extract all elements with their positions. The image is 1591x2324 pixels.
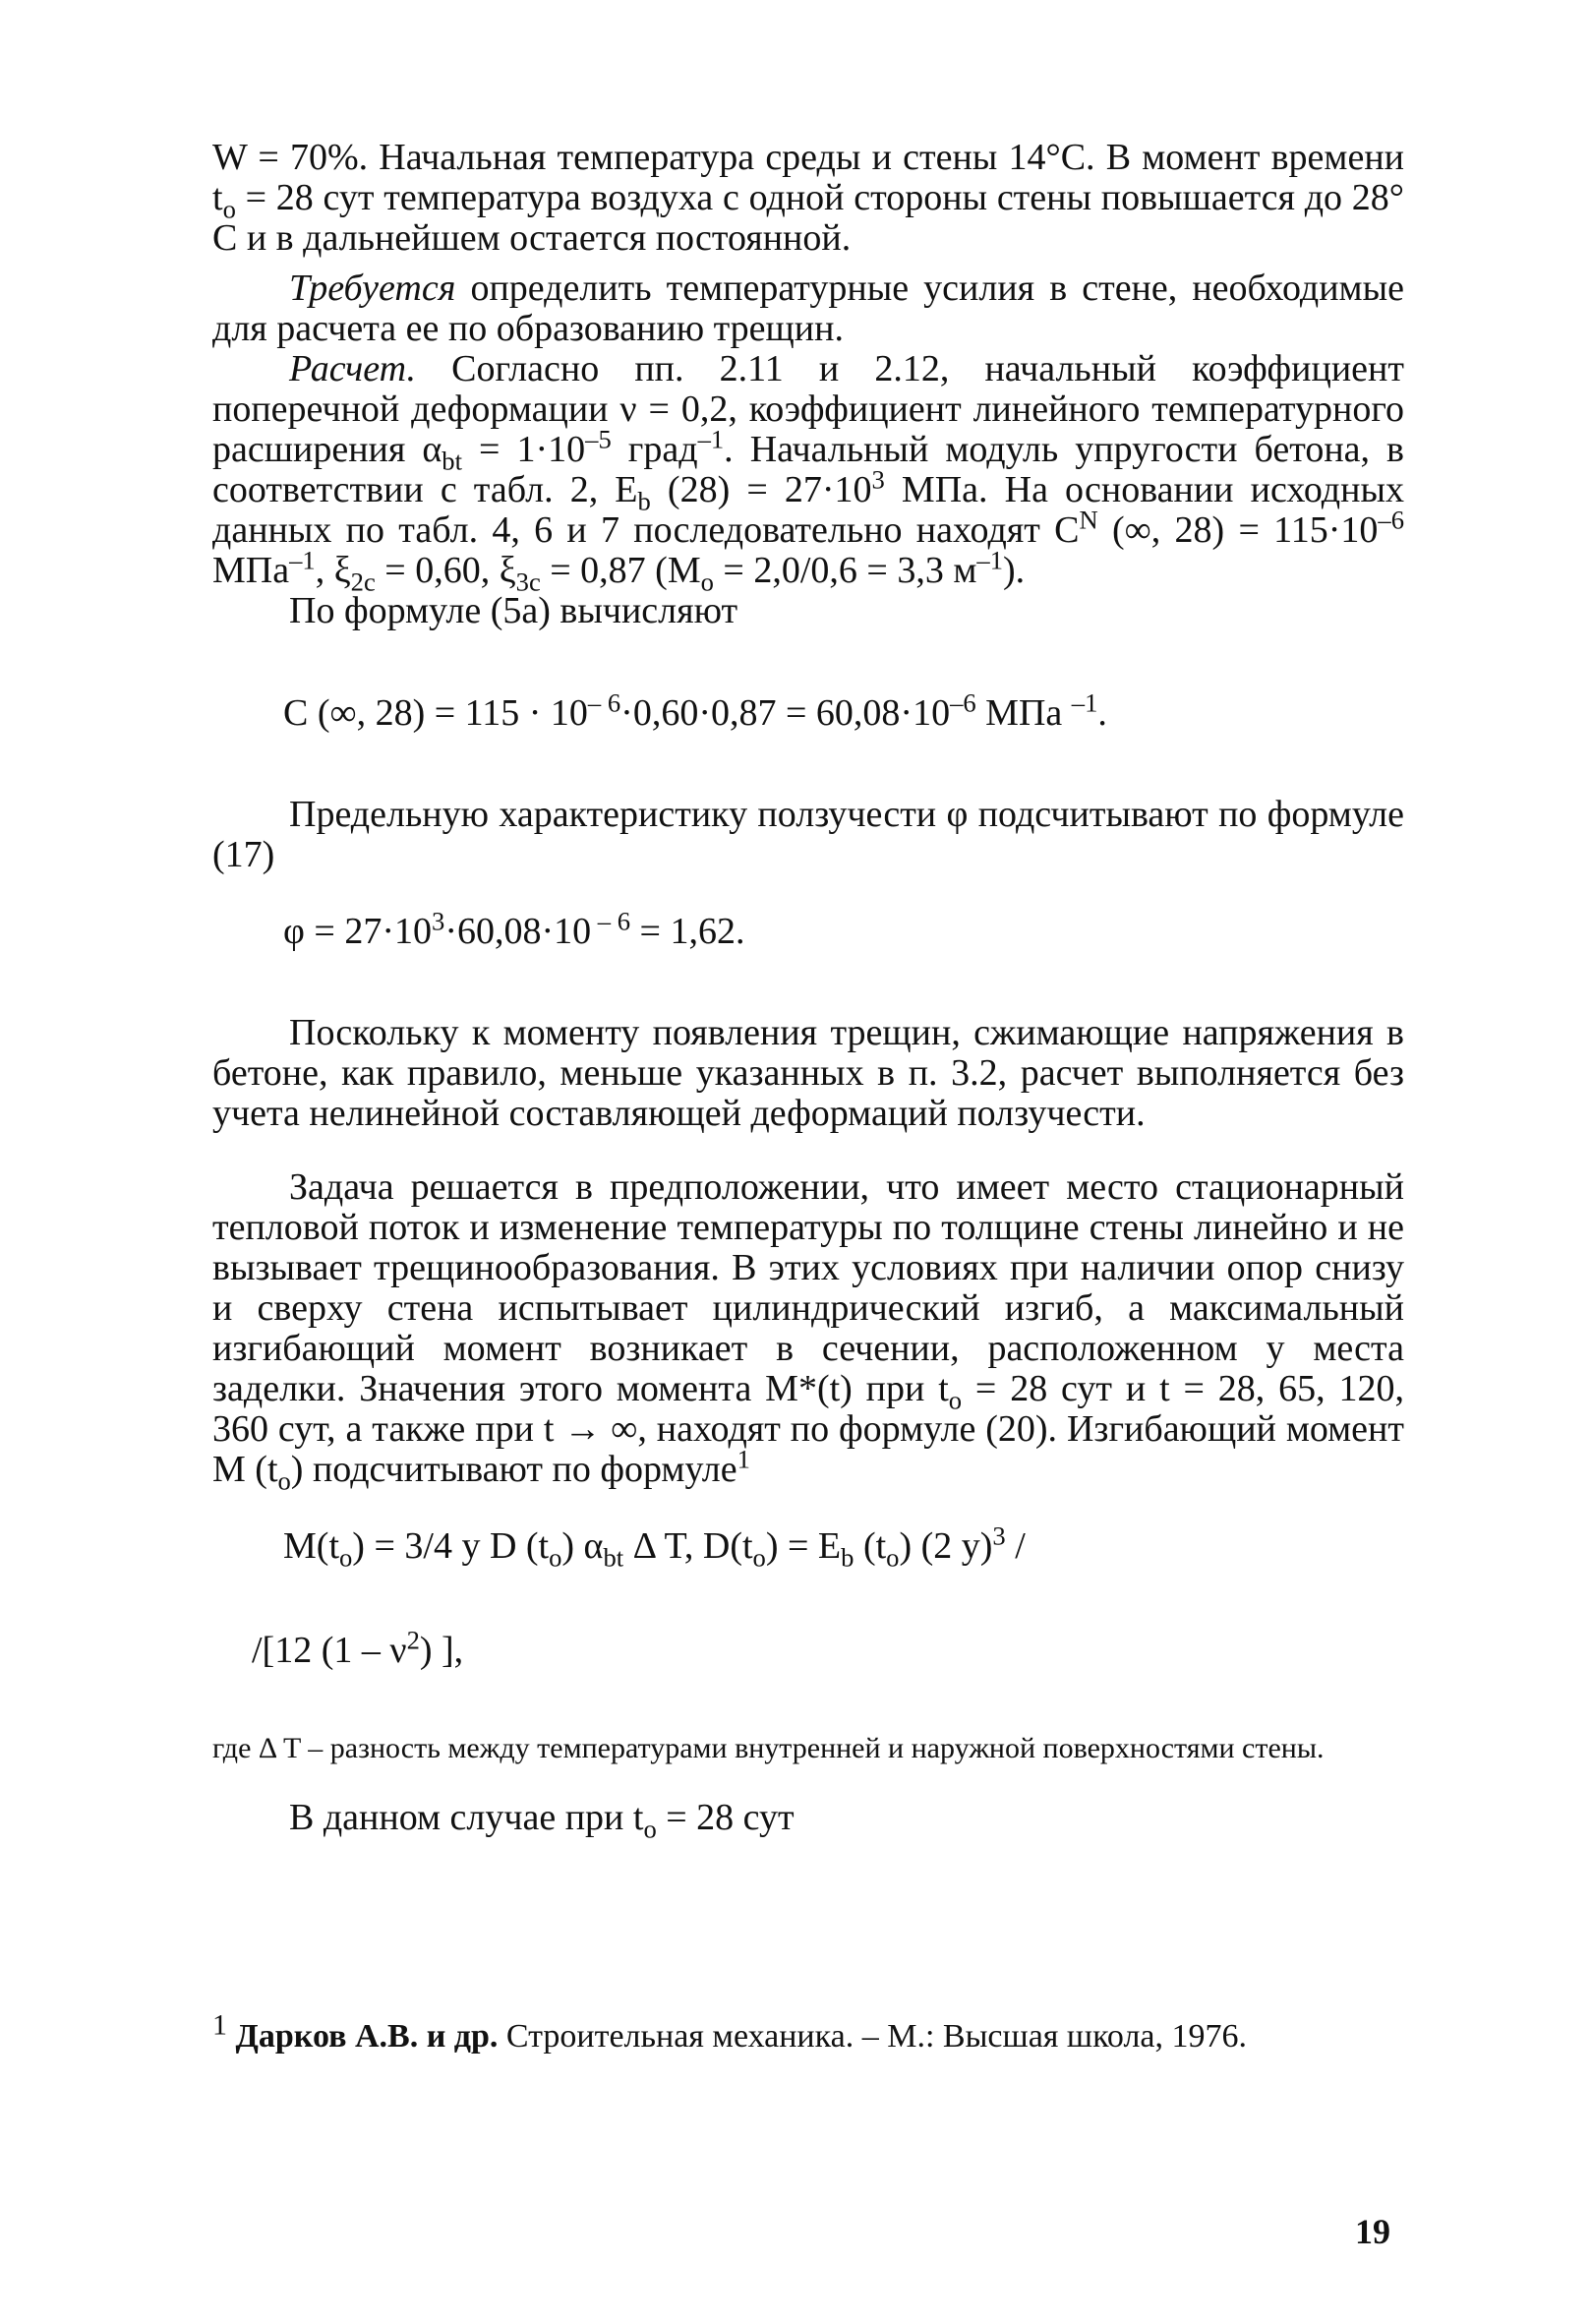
subscript: о xyxy=(752,1542,766,1573)
superscript: 3 xyxy=(432,906,445,936)
paragraph-requirement xyxy=(212,268,1404,349)
subscript: b xyxy=(841,1542,854,1573)
subscript: b xyxy=(637,486,651,516)
text: = 28 сут и t = 28, 65, 120, 360 сут, а также при t → ∞, находят по формуле (20). Изгибающий момент M (t xyxy=(212,1368,1404,1490)
text: = 0,60, ξ xyxy=(375,550,516,591)
text: Согласно пп. 2.11 и 2.12, начальный коэффициент поперечной деформации ν = 0,2, коэффициент линейного температурного расширения α xyxy=(212,348,1404,470)
text: M(t xyxy=(283,1525,339,1567)
subscript: о xyxy=(222,194,236,224)
superscript: 3 xyxy=(992,1520,1006,1551)
text: град xyxy=(611,429,698,470)
formula-bending-moment-cont xyxy=(212,1625,1404,1673)
text: φ = 27·10 xyxy=(283,911,433,952)
paragraph-formula-intro: По формуле (5а) вычисляют xyxy=(289,590,738,631)
text: ) (2 y) xyxy=(899,1525,993,1567)
subscript: 3c xyxy=(515,566,541,597)
superscript: –1 xyxy=(976,545,1003,575)
text: определить температурные усилия в стене, необходимые для расчета ее по образованию трещин. xyxy=(212,268,1404,349)
requirement-lead: Требуется xyxy=(289,268,456,309)
superscript: –5 xyxy=(585,424,612,454)
paragraph-conditions xyxy=(212,138,1404,259)
footnote-ref: 1 xyxy=(737,1444,750,1474)
formula-creep-measure xyxy=(212,687,1404,736)
text: = 1,62. xyxy=(630,911,745,952)
subscript: bt xyxy=(442,446,462,476)
text: , ξ xyxy=(315,550,351,591)
paragraph-delta-t-note: где Δ T – разность между температурами внутренней и наружной поверхностями стены. xyxy=(212,1732,1325,1764)
formula-bending-moment xyxy=(212,1520,1404,1573)
text: (∞, 28) = 115·10 xyxy=(1097,509,1379,551)
page-number: 19 xyxy=(1355,2212,1390,2251)
subscript: o xyxy=(700,566,714,597)
subscript: о xyxy=(339,1542,353,1573)
subscript: о xyxy=(948,1385,963,1415)
text: ) подсчитывают по формуле xyxy=(290,1449,737,1490)
text: (t xyxy=(854,1525,887,1567)
footnote-authors: Дарков А.В. и др. xyxy=(235,2018,499,2055)
text: В данном случае при t xyxy=(289,1797,644,1838)
calculation-lead: Расчет. xyxy=(289,348,417,389)
superscript: –6 xyxy=(1378,505,1405,535)
text: ·60,08·10 xyxy=(444,911,592,952)
text: ) = 3/4 y D (t xyxy=(352,1525,550,1567)
text: МПа. На основании исходных данных по табл. 4, 6 и 7 последовательно находят C xyxy=(212,469,1404,551)
superscript: – 6 xyxy=(591,906,631,936)
text: ) ], xyxy=(419,1630,464,1671)
text: (28) = 27·10 xyxy=(650,469,872,510)
text: = 0,87 (M xyxy=(540,550,701,591)
text: W = 70%. Начальная температура среды и стены 14°С. В момент времени t xyxy=(212,137,1404,218)
text: C (∞, 28) = 115 · 10 xyxy=(283,692,588,734)
subscript: bt xyxy=(603,1542,624,1573)
paragraph-creep-characteristic: Предельную характеристику ползучести φ подсчитывают по формуле (17) xyxy=(212,794,1404,875)
subscript: о xyxy=(643,1814,657,1844)
paragraph-calculation xyxy=(212,348,1405,597)
text: . Начальный модуль упругости бетона, в соответствии с табл. 2, E xyxy=(212,429,1404,510)
text: . xyxy=(1097,692,1107,734)
superscript: –1 xyxy=(697,424,725,454)
footnote xyxy=(212,2008,1404,2057)
paragraph-task xyxy=(212,1166,1404,1496)
page-body xyxy=(212,137,1405,1844)
text: = 2,0/0,6 = 3,3 м xyxy=(713,550,977,591)
superscript: –1 xyxy=(1071,687,1098,718)
text: Δ T, D(t xyxy=(623,1525,753,1567)
superscript: 3 xyxy=(871,464,885,495)
subscript: о xyxy=(277,1465,291,1496)
text: = 28 сут температура воздуха с одной стороны стены повышается до 28° С и в дальнейшем остается постоянной. xyxy=(212,177,1404,259)
subscript: о xyxy=(549,1542,562,1573)
text: /[12 (1 – ν xyxy=(252,1630,407,1671)
text: ·0,60·0,87 = 60,08·10 xyxy=(620,692,951,734)
paragraph-stresses: Поскольку к моменту появления трещин, сжимающие напряжения в бетоне, как правило, меньше указанных в п. 3.2, расчет выполняется без учета нелинейной составляющей деформаций ползучести. xyxy=(212,1012,1404,1134)
text: ) α xyxy=(561,1525,604,1567)
text: / xyxy=(1005,1525,1026,1567)
text: ). xyxy=(1002,550,1026,591)
subscript: о xyxy=(886,1542,900,1573)
superscript: –6 xyxy=(950,687,976,718)
text: = 28 сут xyxy=(656,1797,795,1838)
text: МПа xyxy=(212,550,290,591)
text: = 1·10 xyxy=(461,429,586,470)
paragraph-case xyxy=(212,1797,1404,1844)
footnote-mark: 1 xyxy=(212,2008,227,2042)
footnote-text: Строительная механика. – М.: Высшая школа, 1976. xyxy=(498,2018,1248,2055)
text: МПа xyxy=(975,692,1072,734)
superscript: –1 xyxy=(289,545,316,575)
superscript: N xyxy=(1079,505,1098,535)
superscript: – 6 xyxy=(587,687,621,718)
subscript: 2c xyxy=(350,566,376,597)
text: ) = E xyxy=(765,1525,842,1567)
text: Задача решается в предположении, что имеет место стационарный тепловой поток и изменение температуры по толщине стены линейно и не вызывает трещинообразования. В этих условиях при наличии опор снизу и сверху стена испытывает цилиндрический изгиб, а максимальный изгибающий момент возникает в сечении, расположенном у места заделки. Значения этого момента M*(t) при t xyxy=(212,1166,1404,1409)
superscript: 2 xyxy=(406,1625,420,1655)
formula-creep-characteristic xyxy=(212,906,1404,954)
